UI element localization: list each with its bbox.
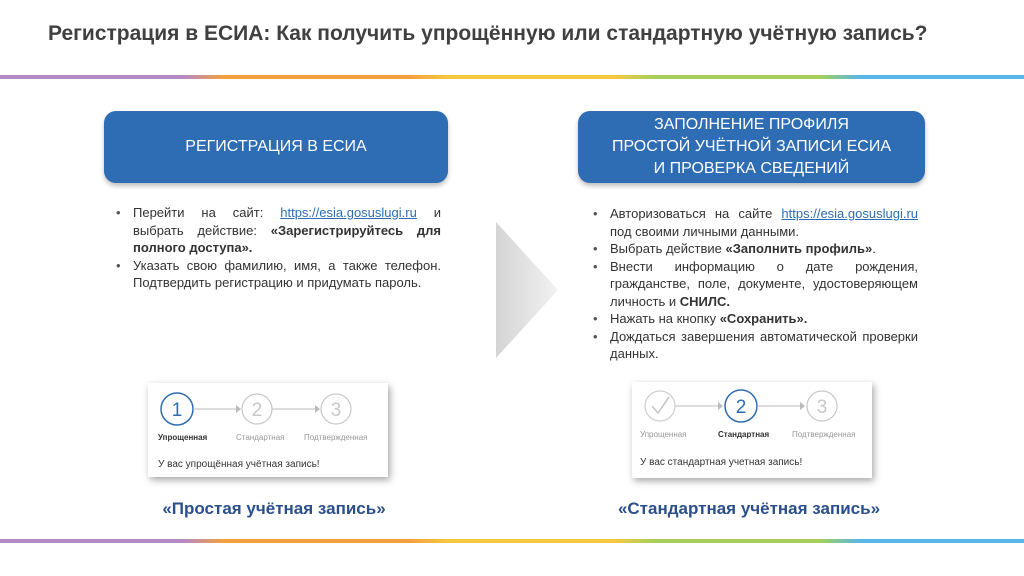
left-panel-header [104, 111, 448, 183]
arrow-head [718, 402, 723, 410]
step-number: 3 [330, 400, 342, 421]
bullet-text: и выбрать действие: [133, 205, 441, 238]
bullet-text: Авторизоваться на сайте [610, 206, 782, 221]
bullet-bold-text: «Зарегистрируйтесь для полного доступа». [133, 222, 441, 255]
account-status-message: У вас стандартная учетная запись! [640, 457, 803, 468]
bottom-color-stripe [0, 539, 1024, 543]
bullet-text: Нажать на кнопку [610, 311, 720, 326]
right-panel-header [578, 111, 925, 183]
step-label-confirmed: Подтвержденная [792, 430, 856, 439]
right-caption: «Стандартная учётная запись» [617, 499, 881, 518]
step-number: 3 [816, 397, 828, 418]
steps-card-simple [148, 383, 388, 477]
step-number: 2 [735, 397, 747, 418]
arrow-head [800, 402, 805, 410]
bullet-text: Дождаться завершения автоматической проверки данных. [610, 328, 918, 361]
bullet-bold-text: СНИЛС. [679, 293, 730, 309]
step-label-standard: Стандартная [718, 430, 770, 439]
right-panel-header-line: ПРОСТОЙ УЧЁТНОЙ ЗАПИСИ ЕСИА [611, 138, 891, 155]
right-panel-header-line: И ПРОВЕРКА СВЕДЕНИЙ [653, 160, 850, 177]
steps-card-standard [632, 382, 872, 478]
bullet-bold-text: «Заполнить профиль» [725, 241, 873, 256]
right-bullet-list [587, 205, 918, 363]
bullet-text: Указать свою фамилию, имя, а также телефон. Подтвердить регистрацию и придумать пароль. [133, 257, 441, 290]
bullet-bold-text: «Сохранить». [719, 311, 808, 326]
list-item [587, 240, 918, 258]
left-panel-header-text: РЕГИСТРАЦИЯ В ЕСИА [185, 138, 367, 155]
list-item [587, 205, 918, 240]
esia-link[interactable]: https://esia.gosuslugi.ru [280, 205, 417, 220]
step-label-simple: Упрощенная [158, 433, 208, 442]
bullet-text: под своими личными данными. [610, 223, 800, 239]
bullet-text: Выбрать действие [610, 241, 726, 256]
list-item [110, 204, 441, 257]
step-circle-done [645, 391, 675, 421]
esia-link[interactable]: https://esia.gosuslugi.ru [781, 206, 918, 221]
list-item [110, 257, 441, 292]
arrow-head [315, 405, 320, 413]
chevron-right-large-icon [496, 222, 558, 358]
left-caption: «Простая учётная запись» [162, 499, 386, 518]
right-panel-header-line: ЗАПОЛНЕНИЕ ПРОФИЛЯ [654, 116, 849, 133]
step-number: 2 [251, 400, 263, 421]
account-status-message: У вас упрощённая учётная запись! [158, 459, 320, 470]
bullet-text: Внести информацию о дате рождения, гражданстве, поле, документе, удостоверяющем личность и [610, 258, 918, 309]
arrow-head [236, 405, 241, 413]
list-item [587, 258, 918, 311]
left-bullet-list [110, 204, 441, 292]
step-label-standard: Стандартная [236, 433, 285, 442]
list-item [587, 328, 918, 363]
list-item [587, 310, 918, 328]
step-label-simple: Упрощенная [640, 430, 687, 439]
step-number: 1 [171, 400, 183, 421]
step-label-confirmed: Подтвержденная [304, 433, 368, 442]
bullet-text: Перейти на сайт: [133, 205, 281, 220]
bullet-text: . [872, 241, 876, 256]
slide-title: Регистрация в ЕСИА: Как получить упрощённую или стандартную учётную запись? [48, 22, 928, 45]
